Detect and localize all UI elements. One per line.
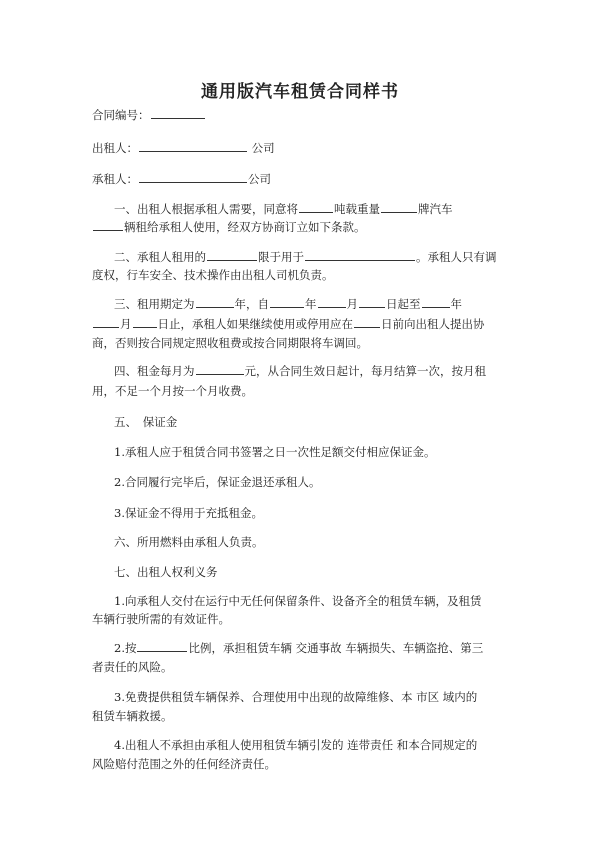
blank [422, 294, 450, 308]
s1-text-b: 吨载重量 [334, 202, 380, 216]
s3-text-h: 日止，承租人如果继续使用或停用应在 [157, 317, 353, 331]
section-4-line-1 [92, 360, 542, 382]
section-7-item-3-line-1: 3.免费提供租赁车辆保养、合理使用中出现的故障维修、本 市区 域内的 [114, 690, 478, 704]
section-2-line-2 [92, 264, 520, 286]
contract-number-blank [151, 105, 205, 119]
section-7-item-1-line-1: 1.向承租人交付在运行中无任何保留条件、设备齐全的租赁车辆，及租赁 [114, 594, 482, 608]
section-5-item-2: 2.合同履行完毕后，保证金退还承租人。 [114, 475, 321, 489]
contract-number-line [92, 104, 520, 126]
section-7-item-2-line-2: 者责任的风险。 [92, 660, 173, 674]
s2-text-a: 二、承租人租用的 [114, 250, 206, 264]
blank [354, 314, 380, 328]
s7-i2-text-b: 比例，承担租赁车辆 交通事故 车辆损失、车辆盗抢、第三 [188, 641, 484, 655]
s7-i2-text-a: 2.按 [114, 641, 137, 655]
s4-text-a: 四、租金每月为 [114, 364, 195, 378]
blank [196, 294, 234, 308]
section-4-line-2 [92, 380, 520, 402]
s1-text-d: 辆租给承租人使用，经双方协商订立如下条款。 [124, 220, 366, 234]
section-5-heading: 五、 保证金 [114, 415, 178, 429]
blank [196, 361, 244, 375]
lessor-line [92, 137, 520, 159]
blank [207, 247, 257, 261]
s2-text-d: 度权，行车安全、技术操作由出租人司机负责。 [92, 268, 334, 282]
s3-text-c: 年 [305, 297, 317, 311]
document-title: 通用版汽车租赁合同样书 [201, 82, 399, 102]
s2-text-b: 限于用于 [258, 250, 304, 264]
lessee-label: 承租人： [92, 172, 138, 186]
s3-text-e: 日起至 [386, 297, 421, 311]
section-3-line-1 [92, 293, 542, 315]
lessee-company: 公司 [248, 172, 271, 186]
s2-text-c: 。承租人只有调 [416, 250, 497, 264]
blank [93, 217, 123, 231]
section-5-item-1: 1.承租人应于租赁合同书签署之日一次性足额交付相应保证金。 [114, 445, 436, 459]
blank [359, 294, 385, 308]
s1-text-a: 一、出租人根据承租人需要，同意将 [114, 202, 298, 216]
section-7-item-1-line-2: 车辆行驶所需的有效证件。 [92, 612, 230, 626]
section-7-heading: 七、出租人权利义务 [114, 565, 218, 579]
s3-text-b: 年，自 [234, 297, 269, 311]
section-7-item-3-line-2: 租赁车辆救援。 [92, 709, 173, 723]
lessor-label: 出租人： [92, 141, 138, 155]
blank [133, 314, 157, 328]
s3-text-j: 商，否则按合同规定照收租费或按合同期限将车调回。 [92, 336, 368, 350]
blank [270, 294, 304, 308]
s4-text-b: 元，从合同生效日起计，每月结算一次，按月租 [244, 364, 486, 378]
blank [137, 638, 187, 652]
s3-text-d: 月 [346, 297, 358, 311]
s3-text-a: 三、租用期定为 [114, 297, 195, 311]
s3-text-g: 月 [120, 317, 132, 331]
s3-text-i: 日前向出租人提出协 [381, 317, 485, 331]
lessee-line [92, 168, 520, 190]
blank [318, 294, 346, 308]
section-3-line-3 [92, 332, 520, 354]
s1-text-c: 牌汽车 [418, 202, 453, 216]
lessor-company: 公司 [251, 141, 275, 155]
blank [305, 247, 415, 261]
lessor-blank [139, 138, 247, 152]
section-7-item-4-line-1: 4.出租人不承担由承租人使用租赁车辆引发的 连带责任 和本合同规定的 [114, 738, 478, 752]
section-7-item-4-line-2: 风险赔付范围之外的任何经济责任。 [92, 757, 276, 771]
lessee-blank [139, 169, 247, 183]
blank [93, 314, 119, 328]
s3-text-f: 年 [450, 297, 462, 311]
section-6: 六、所用燃料由承租人负责。 [114, 535, 264, 549]
section-5-item-3: 3.保证金不得用于充抵租金。 [114, 506, 263, 520]
section-1-line-2 [92, 216, 520, 238]
blank [381, 199, 417, 213]
contract-number-label: 合同编号： [92, 108, 150, 122]
s4-text-c: 用，不足一个月按一个月收费。 [92, 384, 253, 398]
blank [299, 199, 333, 213]
